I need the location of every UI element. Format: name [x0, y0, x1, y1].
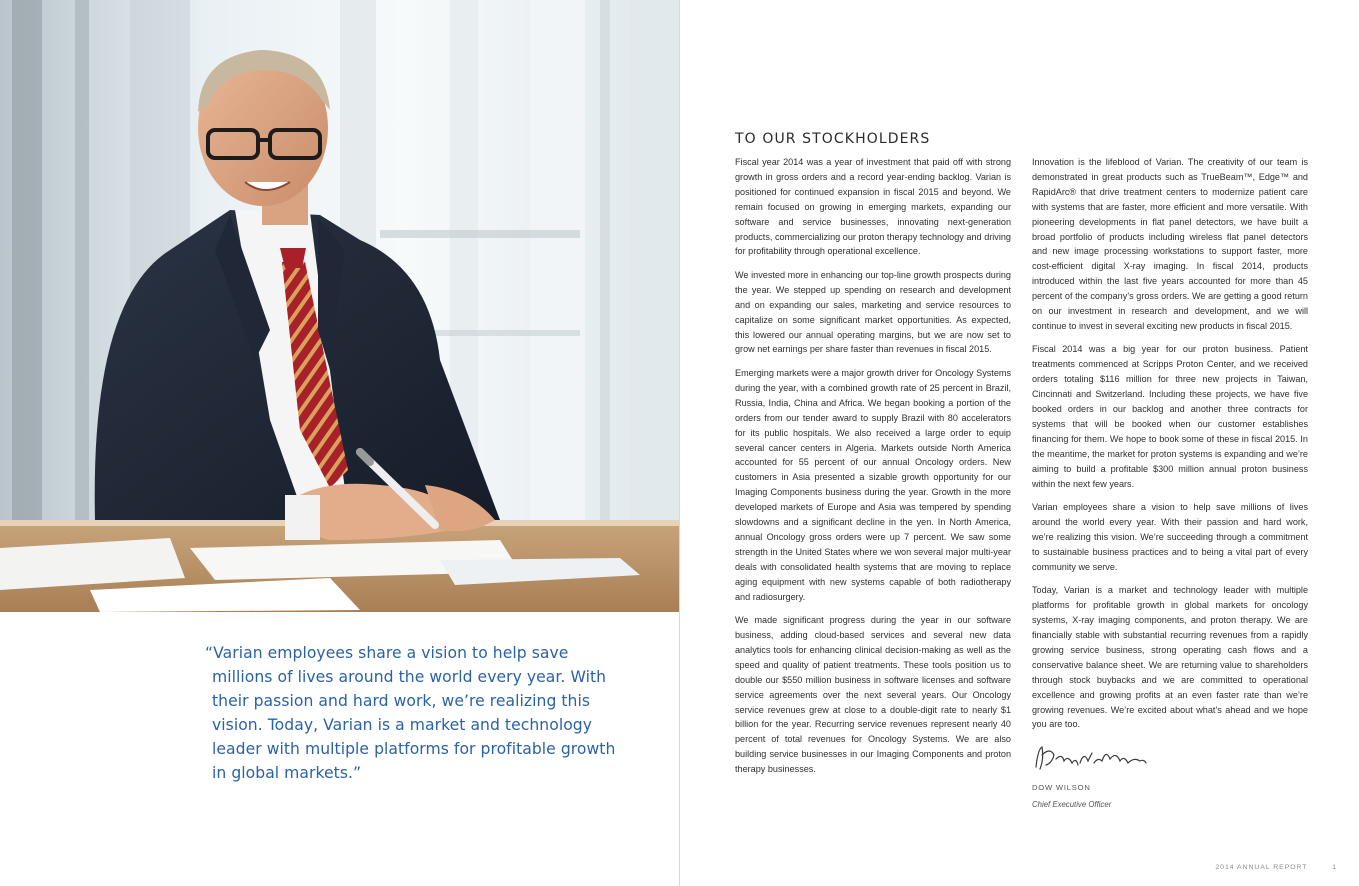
letter-heading: TO OUR STOCKHOLDERS: [735, 131, 931, 147]
letter-paragraph: We invested more in enhancing our top-line growth prospects during the year. We stepped up spending on research and development and on expanding our sales, marketing and service resources to capitalize on some significant market opportunities. As expected, this lowered our annual operating margins, but we are now set to grow net earnings per share faster than revenues in fiscal 2015.: [735, 269, 1011, 355]
footer-label: 2014 ANNUAL REPORT: [1215, 864, 1308, 871]
pull-quote: [205, 641, 635, 785]
signer-name: DOW WILSON: [1032, 782, 1091, 792]
letter-paragraph: We made significant progress during the year in our software business, adding cloud-based services and several new data analytics tools for enhancing clinical decision-making as well as the speed and quality of patient treatments. These tools position us to double our $550 million business in software licenses and software service agreements over the next several years. Our Oncology service revenues grew at close to a double-digit rate to nearly $1 billion for the year. Recurring service revenues represent nearly 40 percent of total revenues for Oncology Systems. We are also building service businesses in our Imaging Components and proton therapy businesses.: [735, 615, 1011, 775]
letter-paragraph: Fiscal 2014 was a big year for our proton business. Patient treatments commenced at Scripps Proton Center, and we received orders totaling $116 million for three new projects in Taiwan, Cincinnati and Switzerland. Including these projects, we have five booked orders in our backlog and another three contracts for systems that will be booked when our customer establishes financing for them. We hope to book some of these in fiscal 2015. In the meantime, the market for proton systems is expanding and we’re aiming to build a profitable $300 million annual proton business within the next few years.: [1032, 344, 1308, 489]
ceo-signature: [1032, 741, 1148, 775]
letter-paragraph: Emerging markets were a major growth driver for Oncology Systems during the year, with a combined growth rate of 25 percent in Brazil, Russia, India, China and Africa. We began booking a portion of the orders from our tender award to supply Brazil with 80 accelerators for its public hospitals. We also received a large order to equip several cancer centers in Algeria. Markets outside North America accounted for 55 percent of our annual Oncology orders. New customers in Asia presented a sizable growth opportunity for our Imaging Components business during the year. Growth in the more developed markets of Europe and Asia was tempered by spending slowdowns and a significant decline in the yen. In North America, annual Oncology gross orders were up 7 percent. We saw some strength in the United States where we won several major multi-year deals with consolidated health systems that are moving to replace aging equipment with new systems capable of both radiotherapy and radiosurgery.: [735, 367, 1011, 602]
letter-paragraph: Varian employees share a vision to help save millions of lives around the world every year. With their passion and hard work, we’re realizing this vision. We’re succeeding through a commitment to sustainable business practices and to being a vital part of every community we serve.: [1032, 502, 1308, 572]
signer-title: Chief Executive Officer: [1032, 799, 1112, 809]
letter-paragraph: Today, Varian is a market and technology leader with multiple platforms for profitable growth in global markets for oncology systems, X-ray imaging components, and proton therapy. We are financially stable with substantial recurring revenues from a rapidly growing service business, strong operating cash flows and a conservative balance sheet. We are returning value to shareholders through stock buybacks and we are committed to operational excellence and growing profits at an even faster rate than we’re growing revenues. We’re excited about what’s ahead and we hope you are too.: [1032, 585, 1308, 730]
pull-quote-line: in global markets.”: [212, 764, 362, 782]
letter-column-right: [1032, 155, 1308, 813]
page-number: 1: [1332, 864, 1337, 871]
letter-column-left: [735, 155, 1011, 786]
right-page: [680, 0, 1359, 886]
pull-quote-line: “Varian employees share a vision to help save: [205, 644, 569, 662]
ceo-portrait-photo: [0, 0, 679, 612]
pull-quote-line: vision. Today, Varian is a market and technology: [212, 716, 593, 734]
pull-quote-line: their passion and hard work, we’re realizing this: [212, 692, 591, 710]
letter-paragraph: Innovation is the lifeblood of Varian. The creativity of our team is demonstrated in great products such as TrueBeam™, Edge™ and RapidArc® that drive treatment centers to modernize patient care with systems that are faster, more efficient and more versatile. With pioneering developments in flat panel detectors, we have built a broad portfolio of products including wireless flat panel detectors and new image processing workstations to support faster, more cost-efficient digital X-ray imaging. In fiscal 2014, products introduced within the last five years accounted for more than 45 percent of the company’s gross orders. We are getting a good return on our investment in research and development, and we will continue to invest in several exciting new products in fiscal 2015.: [1032, 157, 1308, 331]
page-footer: [1215, 864, 1337, 871]
pull-quote-line: millions of lives around the world every year. With: [212, 668, 607, 686]
pull-quote-line: leader with multiple platforms for profitable growth: [212, 740, 616, 758]
portrait-illustration: [0, 0, 679, 612]
letter-paragraph: Fiscal year 2014 was a year of investment that paid off with strong growth in gross orders and a record year-ending backlog. Varian is positioned for continued expansion in fiscal 2015 and beyond. We remain focused on growing in emerging markets, expanding our software and service businesses, innovating next-generation products, commercializing our proton therapy technology and driving for profitability through operational excellence.: [735, 157, 1011, 257]
